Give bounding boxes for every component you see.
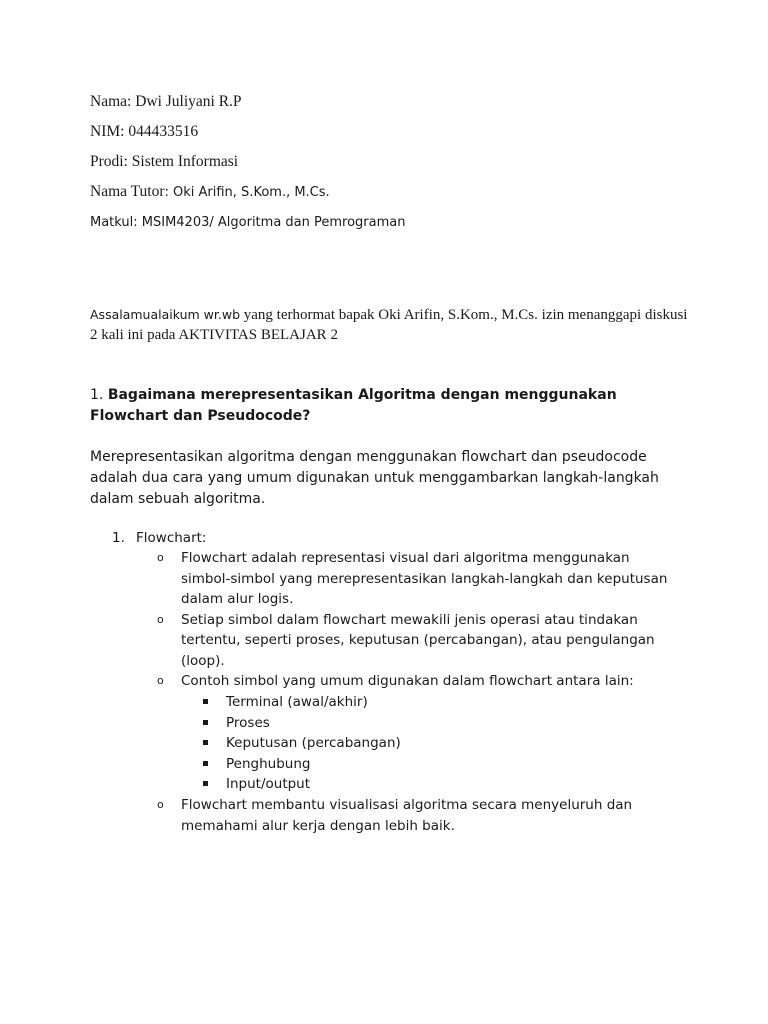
- tutor-line: [90, 182, 330, 203]
- list-item: [157, 795, 677, 836]
- symbol-text: Penghubung: [226, 755, 311, 772]
- symbol-item: [157, 754, 677, 775]
- circle-bullet-icon: o: [157, 674, 164, 687]
- list-item: [157, 610, 677, 672]
- point-text: Flowchart membantu visualisasi algoritma secara menyeluruh dan memahami alur kerja dengan lebih baik.: [181, 797, 633, 834]
- study-program: Prodi: Sistem Informasi: [90, 153, 239, 170]
- symbol-item: [157, 692, 677, 713]
- course-line: Matkul: MSIM4203/ Algoritma dan Pemrograman: [90, 215, 406, 230]
- square-bullet-icon: [203, 720, 208, 725]
- student-name: Nama: Dwi Juliyani R.P: [90, 93, 242, 110]
- square-bullet-icon: [203, 740, 208, 745]
- section-heading: [112, 528, 206, 549]
- symbol-text: Terminal (awal/akhir): [226, 694, 368, 710]
- square-bullet-icon: [203, 761, 208, 766]
- symbol-list: [157, 692, 677, 795]
- point-text: Contoh simbol yang umum digunakan dalam flowchart antara lain:: [181, 673, 634, 689]
- symbol-item: [157, 774, 677, 795]
- symbol-item: [157, 713, 677, 734]
- question-number: 1.: [90, 387, 108, 403]
- symbol-text: Keputusan (percabangan): [226, 735, 401, 751]
- square-bullet-icon: [203, 781, 208, 786]
- circle-bullet-icon: o: [157, 551, 164, 564]
- point-text: Flowchart adalah representasi visual dari algoritma menggunakan simbol-simbol yang merepresentasikan langkah-langkah dan keputusan dalam alur logis.: [181, 550, 668, 607]
- symbol-text: Proses: [226, 714, 270, 731]
- circle-bullet-icon: o: [157, 798, 164, 811]
- list-item: [157, 548, 677, 610]
- greeting-rest: yang terhormat bapak Oki Arifin, S.Kom., M.Cs. izin menanggapi diskusi 2 kali ini pada AKTIVITAS BELAJAR 2: [90, 307, 688, 343]
- intro-paragraph: Merepresentasikan algoritma dengan menggunakan flowchart dan pseudocode adalah dua cara yang umum digunakan untuk menggambarkan langkah-langkah dalam sebuah algoritma.: [90, 449, 659, 507]
- flowchart-points-continued: [157, 795, 677, 836]
- list-item: [157, 671, 677, 692]
- section-number: 1.: [112, 530, 125, 546]
- point-text: Setiap simbol dalam flowchart mewakili jenis operasi atau tindakan tertentu, seperti proses, keputusan (percabangan), atau pengulangan (loop).: [181, 611, 655, 669]
- greeting-lead: Assalamualaikum wr.wb: [90, 307, 241, 322]
- tutor-value: : Oki Arifin, S.Kom., M.Cs.: [164, 185, 330, 200]
- tutor-label: Nama Tutor: [90, 183, 165, 200]
- discussion-question: [90, 385, 690, 427]
- student-nim: NIM: 044433516: [90, 123, 199, 140]
- symbol-item: [157, 733, 677, 754]
- greeting-paragraph: [90, 305, 690, 345]
- question-text: Bagaimana merepresentasikan Algoritma dengan menggunakan Flowchart dan Pseudocode?: [90, 387, 617, 424]
- circle-bullet-icon: o: [157, 612, 164, 626]
- section-title: Flowchart:: [136, 530, 207, 546]
- symbol-text: Input/output: [226, 776, 311, 792]
- square-bullet-icon: [203, 699, 208, 704]
- flowchart-points: [157, 548, 677, 692]
